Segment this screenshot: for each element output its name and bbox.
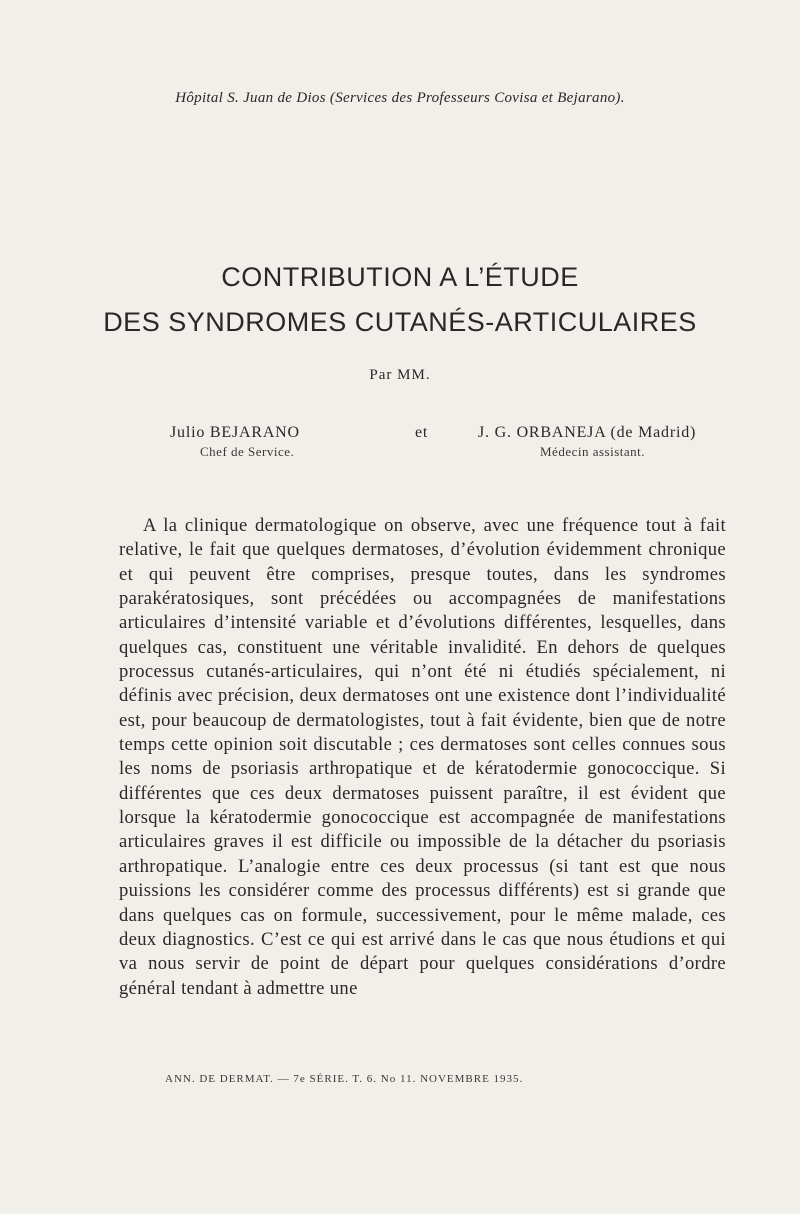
article-title-line-1: CONTRIBUTION A L’ÉTUDE <box>221 262 579 292</box>
article-title-line-2: DES SYNDROMES CUTANÉS-ARTICULAIRES <box>103 307 697 337</box>
journal-footer: ANN. DE DERMAT. — 7e SÉRIE. T. 6. No 11. NOVEMBRE 1935. <box>165 1073 524 1085</box>
body-paragraph: A la clinique dermatologique on observe, avec une fréquence tout à fait relative, le fait que quelques dermatoses, d’évolution évidemment chronique et qui peuvent être comprises, presque toutes, dans les syndromes parakératosiques, sont précédées ou accompagnées de manifestations articulaires d’intensité variable et d’évolutions différentes, lesquelles, dans quelques cas, constituent une véritable invalidité. En dehors de quelques processus cutanés-articulaires, qui n’ont été ni étudiés spécialement, ni définis avec précision, deux dermatoses ont une existence dont l’individualité est, pour beaucoup de dermatologistes, tout à fait évidente, bien que de notre temps cette opinion soit discutable ; ces dermatoses sont celles connues sous les noms de psoriasis arthropatique et de kératodermie gonococcique. Si différentes que ces deux dermatoses puissent paraître, il est évident que lorsque la kératodermie gonococcique est accompagnée de manifestations articulaires graves il est difficile ou impossible de la détacher du psoriasis arthropatique. L’analogie entre ces deux processus (si tant est que nous puissions les considérer comme des processus différents) est si grande que dans quelques cas on formule, successivement, pour le même malade, ces deux diagnostics. C’est ce qui est arrivé dans le cas que nous étudions et qui va nous servir de point de départ pour quelques considérations d’ordre général tendant à admettre une <box>119 515 726 999</box>
author-conjunction: et <box>415 424 429 441</box>
author-bejarano-role: Chef de Service. <box>200 444 295 459</box>
author-orbaneja: J. G. ORBANEJA (de Madrid) <box>478 424 697 441</box>
author-bejarano: Julio BEJARANO <box>170 424 300 441</box>
byline: Par MM. <box>369 367 431 383</box>
hospital-header: Hôpital S. Juan de Dios (Services des Professeurs Covisa et Bejarano). <box>175 90 625 106</box>
author-orbaneja-role: Médecin assistant. <box>540 444 646 459</box>
